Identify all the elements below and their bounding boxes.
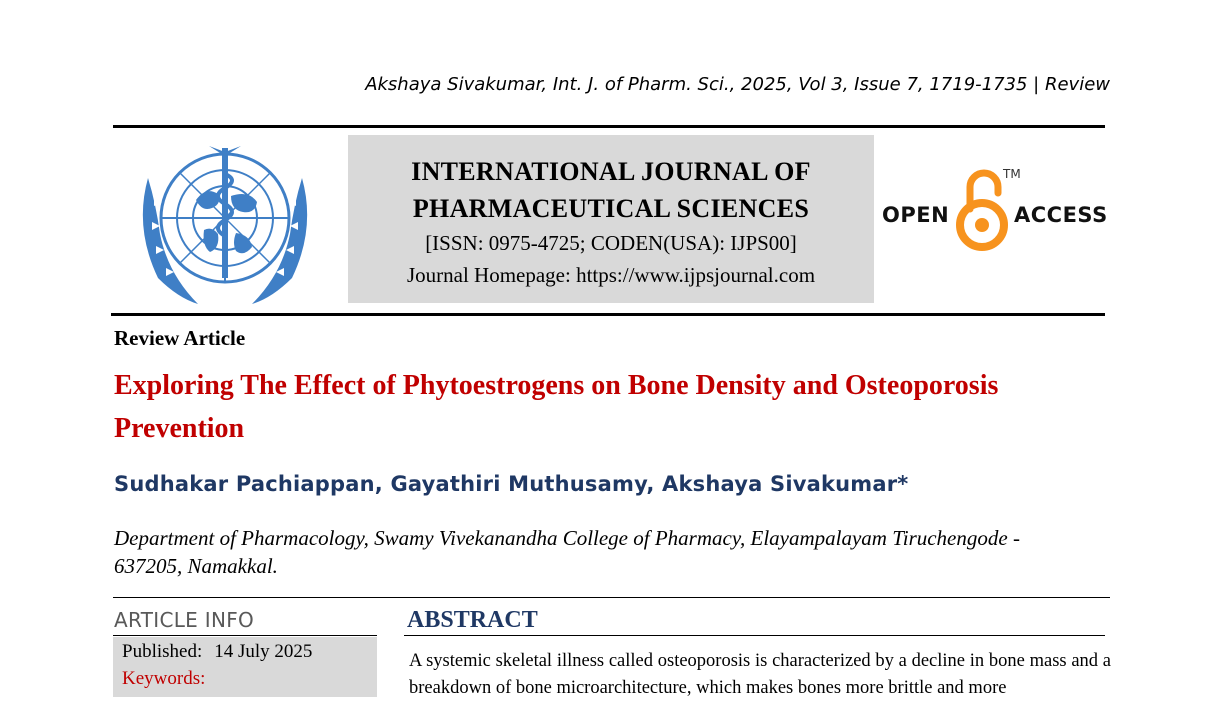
journal-homepage: Journal Homepage: https://www.ijpsjournal.com — [406, 263, 816, 287]
section-divider — [113, 597, 1110, 598]
article-type: Review Article — [114, 326, 246, 350]
paper-title: Exploring The Effect of Phytoestrogens on Bone Density and Osteoporosis Prevention — [114, 370, 999, 444]
published-row — [122, 641, 312, 663]
keywords-label: Keywords: — [122, 668, 206, 689]
affiliation: Department of Pharmacology, Swamy Vivekanandha College of Pharmacy, Elayampalayam Tiruchengode - 637205, Namakkal. — [114, 526, 1020, 578]
journal-emblem-icon — [126, 138, 324, 306]
published-label: Published: — [122, 641, 203, 662]
running-header: Akshaya Sivakumar, Int. J. of Pharm. Sci., 2025, Vol 3, Issue 7, 1719-1735 | Review — [365, 74, 1110, 95]
open-access-left-text: OPEN — [882, 203, 950, 227]
open-access-logo — [878, 165, 1113, 255]
header-top-rule — [113, 125, 1105, 128]
open-lock-icon — [954, 165, 1010, 253]
open-access-right-text: ACCESS — [1014, 203, 1108, 227]
abstract-text: A systemic skeletal illness called osteoporosis is characterized by a decline in bone mass and a breakdown of bone microarchitecture, which makes bones more brittle and more — [409, 651, 1111, 698]
journal-issn: [ISSN: 0975-4725; CODEN(USA): IJPS00] — [425, 231, 797, 255]
abstract-heading: ABSTRACT — [407, 607, 538, 633]
trademark-mark: TM — [1003, 167, 1021, 181]
header-bottom-rule — [111, 313, 1105, 316]
author-list: Sudhakar Pachiappan, Gayathiri Muthusamy, Akshaya Sivakumar* — [114, 472, 909, 496]
journal-title-line2: PHARMACEUTICAL SCIENCES — [412, 194, 810, 223]
journal-title-line1: INTERNATIONAL JOURNAL OF — [411, 157, 811, 186]
published-date: 14 July 2025 — [214, 641, 313, 662]
article-info-heading: ARTICLE INFO — [114, 608, 255, 632]
article-info-rule — [113, 635, 377, 636]
journal-banner — [348, 135, 874, 303]
abstract-rule — [404, 635, 1105, 636]
